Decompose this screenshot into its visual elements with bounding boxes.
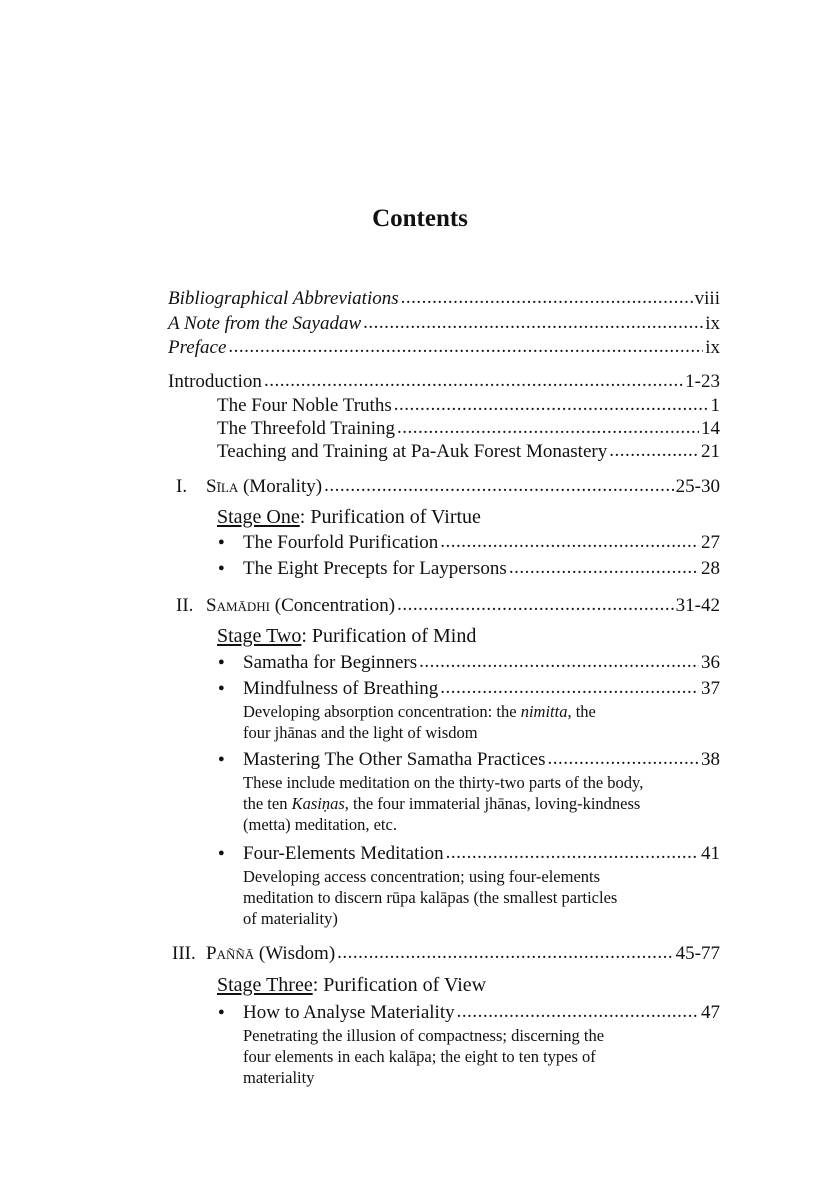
bullet-icon: ● — [218, 753, 225, 765]
description-line: (metta) meditation, etc. — [243, 815, 397, 834]
dot-leader — [609, 439, 699, 462]
toc-entry-preface[interactable] — [168, 336, 720, 359]
toc-entry-page: 28 — [701, 558, 720, 579]
toc-entry-page: ix — [705, 337, 720, 358]
dot-leader — [337, 941, 674, 964]
bullet-icon: ● — [218, 656, 225, 668]
toc-entry-label: Samatha for Beginners — [243, 652, 418, 673]
dot-leader — [397, 593, 674, 616]
description-italic: nimitta — [520, 702, 568, 721]
page-title: Contents — [372, 205, 468, 232]
toc-entry-page: 1-23 — [685, 371, 720, 392]
description-line — [243, 793, 643, 814]
toc-entry-page: ix — [705, 313, 720, 334]
dot-leader — [324, 474, 674, 497]
toc-entry-page: 36 — [701, 652, 720, 673]
toc-entry-threefold-training[interactable] — [217, 417, 720, 440]
toc-entry-analyse-materiality[interactable] — [243, 1001, 720, 1024]
bullet-icon: ● — [218, 847, 225, 859]
description-line: materiality — [243, 1068, 315, 1087]
dot-leader — [401, 286, 693, 309]
dot-leader — [509, 556, 699, 579]
bullet-icon: ● — [218, 682, 225, 694]
stage-title: : Purification of Virtue — [299, 506, 481, 528]
toc-entry-label — [206, 475, 322, 498]
toc-entry-page: 1 — [710, 395, 720, 416]
dot-leader — [440, 676, 699, 699]
part-name: Samādhi — [206, 595, 271, 616]
dot-leader — [397, 416, 699, 439]
toc-entry-page: 21 — [701, 441, 720, 462]
toc-entry-page: 14 — [701, 418, 720, 439]
toc-entry-label: The Threefold Training — [217, 418, 396, 439]
dot-leader — [264, 369, 683, 392]
dot-leader — [548, 747, 700, 770]
part-number: II. — [176, 595, 194, 616]
description-line: meditation to discern rūpa kalāpas (the smallest particles — [243, 888, 618, 907]
toc-entry-page: viii — [694, 288, 720, 309]
toc-entry-page: 47 — [701, 1002, 720, 1023]
description-line — [243, 701, 596, 722]
toc-entry-eight-precepts[interactable] — [243, 557, 720, 580]
toc-entry-label: The Four Noble Truths — [217, 395, 392, 416]
stage-title: : Purification of View — [312, 974, 487, 996]
description-line: four elements in each kalāpa; the eight to ten types of — [243, 1047, 596, 1066]
entry-description-four-elements — [243, 866, 617, 929]
part-description: (Wisdom) — [258, 943, 336, 964]
toc-entry-label: Mindfulness of Breathing — [243, 678, 439, 699]
toc-entry-page: 45-77 — [675, 943, 720, 964]
toc-entry-label: Teaching and Training at Pa-Auk Forest Monastery — [217, 441, 608, 462]
stage-heading-two — [217, 624, 476, 648]
toc-entry-page: 41 — [701, 843, 720, 864]
dot-leader — [419, 650, 699, 673]
toc-entry-label: Preface — [168, 337, 227, 358]
toc-entry-label: The Eight Precepts for Laypersons — [243, 558, 507, 579]
bullet-icon: ● — [218, 536, 225, 548]
toc-entry-teaching-and-training[interactable] — [217, 440, 720, 463]
part-description: (Morality) — [242, 476, 323, 497]
toc-entry-four-noble-truths[interactable] — [217, 394, 720, 417]
entry-description-breathing — [243, 701, 596, 743]
description-line: Penetrating the illusion of compactness; discerning the — [243, 1026, 605, 1045]
part-name: Sīla — [206, 476, 239, 497]
toc-entry-mastering-samatha[interactable] — [243, 748, 720, 771]
toc-entry-fourfold-purification[interactable] — [243, 531, 720, 554]
part-description: (Concentration) — [274, 595, 396, 616]
toc-entry-page: 27 — [701, 532, 720, 553]
description-text: , the — [567, 702, 596, 721]
toc-entry-label: Four-Elements Meditation — [243, 843, 444, 864]
toc-entry-page: 38 — [701, 749, 720, 770]
description-text: the ten — [243, 794, 292, 813]
toc-entry-label: Introduction — [168, 371, 262, 392]
dot-leader — [446, 841, 699, 864]
toc-part-panna[interactable] — [172, 942, 720, 965]
stage-title: : Purification of Mind — [301, 625, 477, 647]
description-line: Developing access concentration; using four-elements — [243, 867, 601, 886]
description-line: These include meditation on the thirty-two parts of the body, — [243, 773, 644, 792]
stage-heading-three — [217, 973, 486, 997]
description-text: , the four immaterial jhānas, loving-kindness — [344, 794, 641, 813]
toc-entry-page: 31-42 — [675, 595, 720, 616]
description-line: four jhānas and the light of wisdom — [243, 723, 478, 742]
dot-leader — [228, 335, 703, 358]
description-italic: Kasiṇas — [291, 794, 345, 813]
toc-entry-page: 37 — [701, 678, 720, 699]
dot-leader — [440, 530, 699, 553]
description-line: of materiality) — [243, 909, 338, 928]
toc-entry-label: The Fourfold Purification — [243, 532, 439, 553]
toc-entry-label: Mastering The Other Samatha Practices — [243, 749, 546, 770]
bullet-icon: ● — [218, 1006, 225, 1018]
toc-entry-label: A Note from the Sayadaw — [168, 313, 362, 334]
dot-leader — [363, 311, 703, 334]
toc-part-sila[interactable] — [176, 475, 720, 498]
toc-part-samadhi[interactable] — [176, 594, 720, 617]
dot-leader — [394, 393, 709, 416]
part-name: Paññā — [206, 943, 255, 964]
toc-entry-mindfulness-breathing[interactable] — [243, 677, 720, 700]
entry-description-analyse — [243, 1025, 604, 1088]
toc-entry-label: How to Analyse Materiality — [243, 1002, 455, 1023]
stage-name: Stage Two — [217, 625, 302, 647]
toc-entry-note-from-sayadaw[interactable] — [168, 312, 720, 335]
description-text: Developing absorption concentration: the — [243, 702, 521, 721]
bullet-icon: ● — [218, 562, 225, 574]
stage-heading-one — [217, 505, 481, 529]
part-number: III. — [172, 943, 196, 964]
toc-entry-label — [206, 942, 335, 965]
toc-entry-bibliographical-abbreviations[interactable] — [168, 287, 720, 310]
toc-entry-samatha-beginners[interactable] — [243, 651, 720, 674]
stage-name: Stage One — [217, 506, 300, 528]
part-number: I. — [176, 476, 188, 497]
toc-entry-page: 25-30 — [675, 476, 720, 497]
toc-entry-label — [206, 594, 395, 617]
toc-entry-label: Bibliographical Abbreviations — [168, 288, 399, 309]
toc-entry-introduction[interactable] — [168, 370, 720, 393]
stage-name: Stage Three — [217, 974, 313, 996]
entry-description-mastering — [243, 772, 643, 835]
dot-leader — [457, 1000, 699, 1023]
toc-entry-four-elements-meditation[interactable] — [243, 842, 720, 865]
